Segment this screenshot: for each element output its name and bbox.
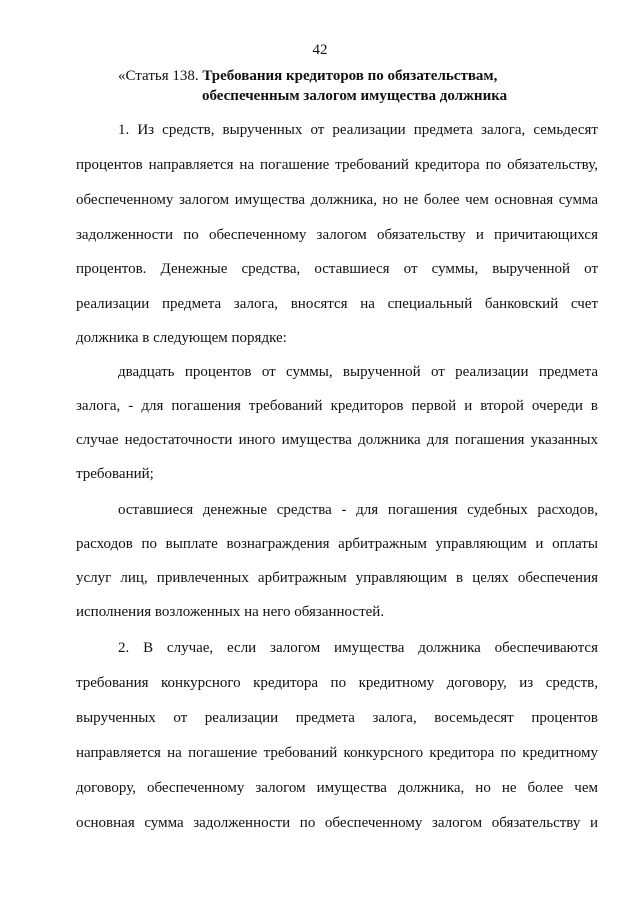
text-line: исполнения возложенных на него обязанностей. [76, 604, 385, 620]
article-heading [118, 66, 507, 106]
text-line: процентов направляется на погашение требований кредитора по обязательству, [76, 157, 598, 173]
text-line: вырученных от реализации предмета залога, восемьдесят процентов [76, 710, 598, 726]
text-line: услуг лиц, привлеченных арбитражным управляющим в целях обеспечения [76, 570, 598, 586]
text-line: оставшиеся денежные средства - для погашения судебных расходов, [118, 502, 598, 518]
article-title-line-1: Требования кредиторов по обязательствам, [202, 68, 498, 84]
article-number: «Статья 138. [118, 68, 199, 84]
text-line: направляется на погашение требований конкурсного кредитора по кредитному [76, 745, 598, 761]
text-line: договору, обеспеченному залогом имущества должника, но не более чем [76, 780, 598, 796]
article-title-line-2: обеспеченным залогом имущества должника [202, 88, 508, 104]
page-number: 42 [312, 42, 328, 58]
text-line: задолженности по обеспеченному залогом обязательству и причитающихся [76, 227, 598, 243]
text-line: 2. В случае, если залогом имущества должника обеспечиваются [118, 640, 598, 656]
text-line: требований; [76, 466, 154, 482]
text-line: 1. Из средств, вырученных от реализации предмета залога, семьдесят [118, 122, 598, 138]
text-line: основная сумма задолженности по обеспеченному залогом обязательству и [76, 815, 598, 831]
text-line: должника в следующем порядке: [76, 330, 287, 346]
text-line: двадцать процентов от суммы, вырученной от реализации предмета [118, 364, 598, 380]
text-line: требования конкурсного кредитора по кредитному договору, из средств, [76, 675, 598, 691]
text-line: случае недостаточности иного имущества должника для погашения указанных [76, 432, 598, 448]
text-line: расходов по выплате вознаграждения арбитражным управляющим и оплаты [76, 536, 598, 552]
text-line: процентов. Денежные средства, оставшиеся от суммы, вырученной от [76, 261, 598, 277]
text-line: залога, - для погашения требований кредиторов первой и второй очереди в [76, 398, 598, 414]
text-line: реализации предмета залога, вносятся на специальный банковский счет [76, 296, 598, 312]
text-line: обеспеченному залогом имущества должника, но не более чем основная сумма [76, 192, 598, 208]
